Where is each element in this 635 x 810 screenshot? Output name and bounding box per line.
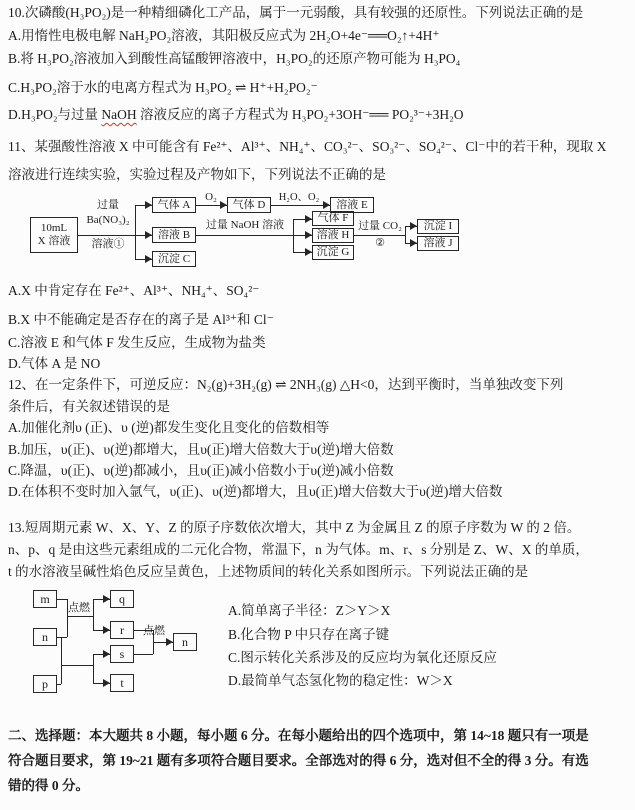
diagram-label-ignite2: 点燃 — [143, 625, 165, 637]
q10-option-d-naoh: NaOH — [101, 107, 137, 122]
q13-option-c: C.图示转化关系涉及的反应均为氧化还原反应 — [228, 650, 497, 665]
diagram-box-m: m — [33, 590, 57, 608]
connector-line — [67, 616, 93, 617]
diagram-box-r: r — [110, 621, 134, 639]
flow-label-step2: ② — [375, 237, 385, 249]
diagram-box-n: n — [33, 628, 57, 646]
flow-reagent-line1: 过量 — [97, 199, 119, 211]
q12-option-c: C.降温，υ(正)、υ(逆)都减小，且υ(正)减小倍数小于υ(逆)减小倍数 — [8, 463, 394, 478]
q13-transformation-diagram — [25, 588, 225, 708]
flow-box-precipitate-g: 沉淀 G — [312, 245, 354, 260]
flow-box-precipitate-i: 沉淀 I — [417, 219, 459, 234]
flow-reagent-line2: Ba(NO₃)₂ — [86, 214, 130, 226]
section2-header-line2: 符合题目要求，第 19~21 题有多项符合题目要求。全部选对的得 6 分，选对但不全的得 3 分。有选 — [8, 753, 589, 768]
q10-option-d — [8, 106, 464, 123]
section2-header-line1: 二、选择题：本大题共 8 小题，每小题 6 分。在每小题给出的四个选项中，第 14~18 题只有一项是 — [8, 728, 589, 743]
connector-line — [354, 235, 405, 236]
q13-stem-line1: 13.短周期元素 W、X、Y、Z 的原子序数依次增大，其中 Z 为金属且 Z 的原子序数为 W 的 2 倍。 — [8, 520, 581, 535]
flow-box-solution-h: 溶液 H — [312, 228, 354, 243]
flow-label-co2: 过量 CO₂ — [358, 220, 402, 232]
flow-label-o2: O₂ — [205, 191, 217, 203]
flow-label-naoh: 过量 NaOH 溶液 — [205, 219, 285, 231]
connector-line — [405, 226, 406, 243]
connector-line — [135, 205, 136, 259]
q13-stem-line3: t 的水溶液呈碱性焰色反应呈黄色，上述物质间的转化关系如图所示。下列说法正确的是 — [8, 564, 529, 579]
q11-option-c: C.溶液 E 和气体 F 发生反应，生成物为盐类 — [8, 335, 266, 350]
q12-option-d: D.在体积不变时加入氩气，υ(正)、υ(逆)都增大，且υ(正)增大倍数大于υ(逆)增大倍数 — [8, 484, 503, 499]
connector-line — [57, 684, 61, 685]
arrow-head — [145, 231, 152, 239]
flow-box-gas-f: 气体 F — [312, 211, 354, 226]
q12-option-b: B.加压，υ(正)、υ(逆)都增大，且υ(正)增大倍数大于υ(逆)增大倍数 — [8, 442, 394, 457]
flow-box-precipitate-c: 沉淀 C — [152, 251, 196, 267]
q11-option-a: A.X 中肯定存在 Fe²⁺、Al³⁺、NH₄⁺、SO₄²⁻ — [8, 283, 260, 298]
q13-option-a: A.简单离子半径：Z＞Y＞X — [228, 603, 391, 618]
diagram-box-n-right: n — [173, 633, 197, 651]
arrow-head — [166, 638, 173, 646]
q10-option-a: A.用惰性电极电解 NaH₂PO₂溶液，其阳极反应式为 2H₂O+4e⁻══O₂↑+4H⁺ — [8, 28, 440, 43]
diagram-box-s: s — [110, 645, 134, 663]
q13-option-d: D.最简单气态氢化物的稳定性：W＞X — [228, 673, 453, 688]
arrow-head — [103, 650, 110, 658]
connector-line — [196, 235, 293, 236]
arrow-head — [410, 222, 417, 230]
q12-stem-line1: 12、在一定条件下，可逆反应：N₂(g)+3H₂(g) ⇌ 2NH₃(g) △H<0，达到平衡时，当单独改变下列 — [8, 377, 564, 392]
connector-line — [271, 205, 330, 206]
section2-header-line3: 错的得 0 分。 — [8, 778, 89, 793]
q10-option-b: B.将 H₃PO₂溶液加入到酸性高锰酸钾溶液中，H₃PO₂的还原产物可能为 H₃PO₄ — [8, 51, 461, 66]
connector-line — [61, 637, 62, 684]
flow-box-solution-b: 溶液 B — [152, 227, 196, 243]
flow-box-x-solution — [30, 217, 78, 253]
arrow-head — [323, 201, 330, 209]
connector-line — [93, 654, 94, 683]
arrow-head — [103, 626, 110, 634]
arrow-head — [145, 201, 152, 209]
diagram-box-q: q — [110, 590, 134, 608]
q11-stem-line2: 溶液进行连续实验，实验过程及产物如下，下列说法不正确的是 — [8, 167, 386, 182]
connector-line — [61, 665, 93, 666]
flow-box-solution-e: 溶液 E — [330, 197, 374, 213]
arrow-head — [305, 248, 312, 256]
flow-box-gas-d: 气体 D — [227, 197, 271, 213]
arrow-head — [220, 201, 227, 209]
connector-line — [134, 654, 153, 655]
flow-box-x-line2: X 溶液 — [37, 235, 71, 247]
connector-line — [57, 599, 67, 600]
q12-stem-line2: 条件后，有关叙述错误的是 — [8, 399, 170, 414]
arrow-head — [305, 231, 312, 239]
arrow-head — [305, 215, 312, 223]
q10-stem: 10.次磷酸(H₃PO₂)是一种精细磷化工产品，属于一元弱酸，具有较强的还原性。下列说法正确的是 — [8, 5, 584, 20]
diagram-box-p: p — [33, 675, 57, 693]
arrow-head — [103, 679, 110, 687]
connector-line — [293, 219, 294, 253]
flow-box-solution-j: 溶液 J — [417, 236, 459, 251]
flow-reagent-line3: 溶液① — [91, 238, 125, 250]
connector-line — [93, 599, 94, 630]
q11-option-b: B.X 中不能确定是否存在的离子是 Al³⁺和 Cl⁻ — [8, 312, 274, 327]
connector-line — [57, 637, 67, 638]
q13-stem-line2: n、p、q 是由这些元素组成的二元化合物，常温下，n 为气体。m、r、s 分别是 Z、W、X 的单质， — [8, 542, 589, 557]
connector-line — [78, 235, 135, 236]
q10-option-d-suffix: 溶液反应的离子方程式为 H₃PO₂+3OH⁻══ PO₂³⁻+3H₂O — [136, 107, 464, 122]
diagram-label-ignite1: 点燃 — [68, 602, 90, 614]
q10-option-c: C.H₃PO₂溶于水的电离方程式为 H₃PO₂ ⇌ H⁺+H₂PO₂⁻ — [8, 80, 318, 95]
q11-stem-line1: 11、某强酸性溶液 X 中可能含有 Fe²⁺、Al³⁺、NH₄⁺、CO₃²⁻、SO₃²⁻、SO₄²⁻、Cl⁻中的若干种，现取 X — [8, 139, 607, 154]
q13-option-b: B.化合物 P 中只存在离子键 — [228, 627, 390, 642]
flow-box-gas-a: 气体 A — [152, 197, 196, 213]
arrow-head — [145, 255, 152, 263]
arrow-head — [410, 239, 417, 247]
arrow-head — [103, 595, 110, 603]
flow-box-x-line1: 10mL — [40, 222, 68, 234]
flow-label-h2o-o2: H₂O、O₂ — [278, 192, 320, 203]
q11-option-d: D.气体 A 是 NO — [8, 356, 101, 371]
diagram-box-t: t — [110, 674, 134, 692]
q10-option-d-prefix: D.H₃PO₂与过量 — [8, 107, 102, 122]
q12-option-a: A.加催化剂υ (正)、υ (逆)都发生变化且变化的倍数相等 — [8, 420, 330, 435]
